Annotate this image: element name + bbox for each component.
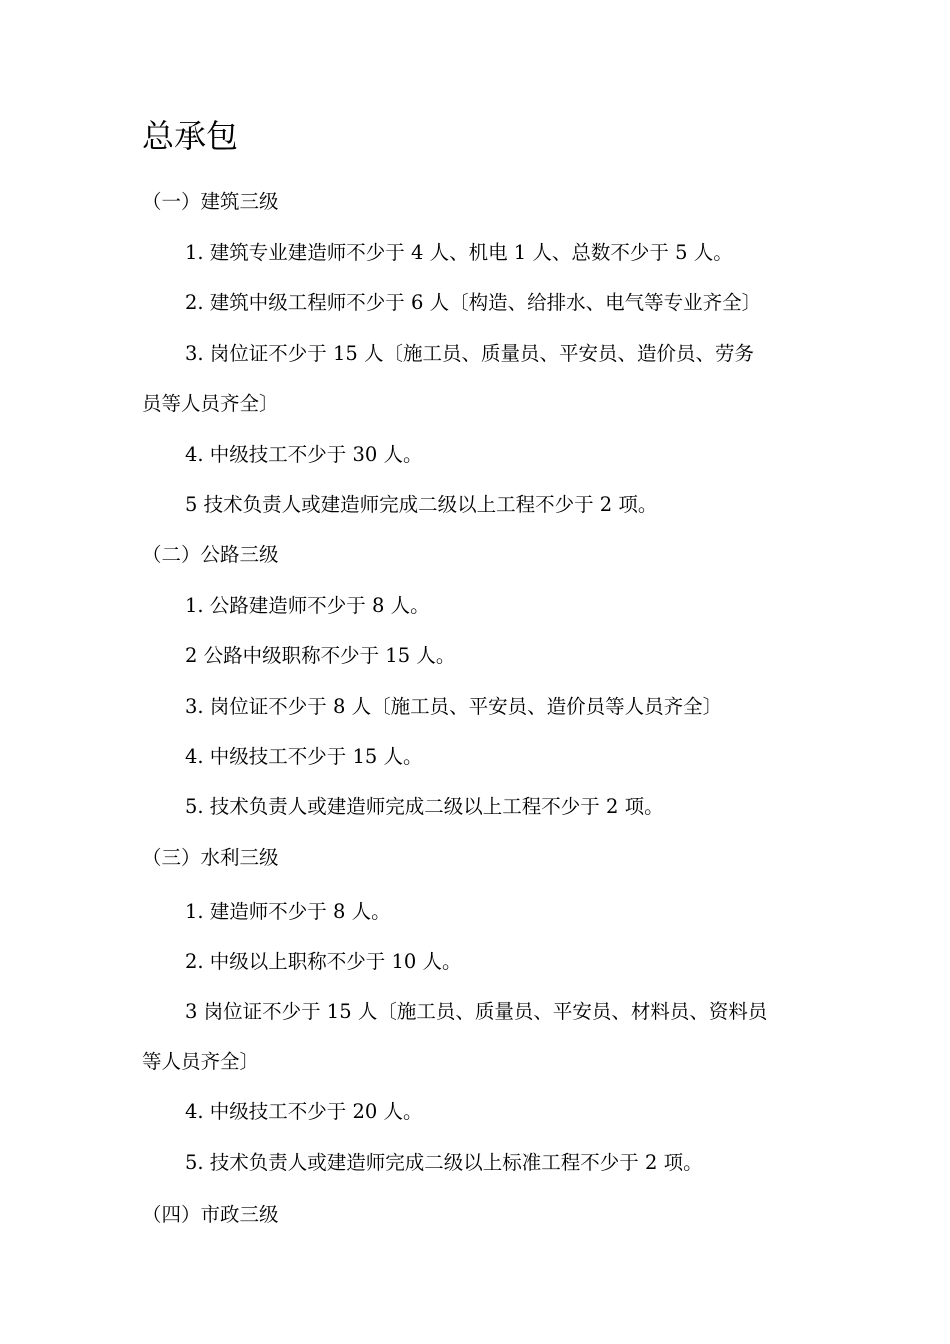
paragraph-line: 1. 建筑专业建造师不少于 4 人、机电 1 人、总数不少于 5 人。 <box>185 241 733 264</box>
section-heading-4: （四）市政三级 <box>142 1203 279 1226</box>
paragraph-line-continued: 员等人员齐全〕 <box>142 392 279 415</box>
paragraph-line: 3. 岗位证不少于 8 人〔施工员、平安员、造价员等人员齐全〕 <box>185 695 723 718</box>
paragraph-line: 5. 技术负责人或建造师完成二级以上工程不少于 2 项。 <box>185 795 664 818</box>
paragraph-line: 1. 建造师不少于 8 人。 <box>185 900 391 923</box>
paragraph-line: 1. 公路建造师不少于 8 人。 <box>185 594 430 617</box>
paragraph-line: 2. 建筑中级工程师不少于 6 人〔构造、给排水、电气等专业齐全〕 <box>185 291 762 314</box>
section-heading-3: （三）水利三级 <box>142 846 279 869</box>
paragraph-line: 4. 中级技工不少于 20 人。 <box>185 1100 423 1123</box>
paragraph-line: 4. 中级技工不少于 15 人。 <box>185 745 423 768</box>
page-title: 总承包 <box>142 117 239 155</box>
paragraph-line: 3 岗位证不少于 15 人〔施工员、质量员、平安员、材料员、资料员 <box>185 1000 768 1023</box>
paragraph-line: 5. 技术负责人或建造师完成二级以上标准工程不少于 2 项。 <box>185 1151 703 1174</box>
paragraph-line: 5 技术负责人或建造师完成二级以上工程不少于 2 项。 <box>185 493 658 516</box>
paragraph-line: 4. 中级技工不少于 30 人。 <box>185 443 423 466</box>
paragraph-line: 2 公路中级职称不少于 15 人。 <box>185 644 456 667</box>
paragraph-line: 3. 岗位证不少于 15 人〔施工员、质量员、平安员、造价员、劳务 <box>185 342 755 365</box>
paragraph-line-continued: 等人员齐全〕 <box>142 1050 260 1073</box>
section-heading-1: （一）建筑三级 <box>142 190 279 213</box>
paragraph-line: 2. 中级以上职称不少于 10 人。 <box>185 950 462 973</box>
section-heading-2: （二）公路三级 <box>142 543 279 566</box>
